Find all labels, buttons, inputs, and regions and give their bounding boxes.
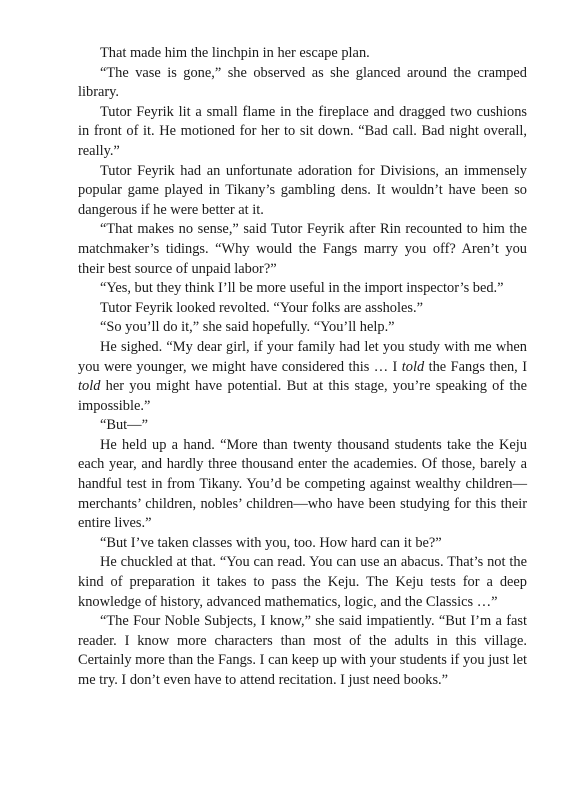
- paragraph: [78, 162, 527, 221]
- paragraph-text: her you might have potential. But at this stage, you’re speaking of the impossible.”: [78, 378, 527, 414]
- paragraph-text: He sighed. “My dear girl, if your family had let you study with me when you were younger, we might have considered this … I: [78, 338, 527, 375]
- paragraph-text: “Yes, but they think I’ll be more useful in the import inspector’s bed.”: [100, 280, 504, 297]
- paragraph: [78, 436, 527, 534]
- paragraph-text: Tutor Feyrik had an unfortunate adoration for Divisions, an immensely popular game played in Tikany’s gambling dens. It wouldn’t have been so dangerous if he were better at it.: [78, 162, 527, 218]
- paragraph: [78, 220, 527, 279]
- paragraph-text: “So you’ll do it,” she said hopefully. “You’ll help.”: [100, 319, 395, 336]
- paragraph-text: “But—”: [100, 417, 148, 434]
- paragraph: [78, 416, 527, 436]
- paragraph: [78, 318, 527, 338]
- paragraph: [78, 338, 527, 416]
- paragraph-text: “The Four Noble Subjects, I know,” she said impatiently. “But I’m a fast reader. I know more characters than most of the adults in this village. Certainly more than the Fangs. I can keep up with your students if you just let me try. I don’t even have to attend recitation. I just need books.”: [78, 613, 527, 688]
- emphasis-text: told: [401, 358, 425, 375]
- paragraph: [78, 534, 527, 554]
- paragraph: [78, 64, 527, 103]
- paragraph: [78, 103, 527, 162]
- paragraph-text: “That makes no sense,” said Tutor Feyrik after Rin recounted to him the matchmaker’s tidings. “Why would the Fangs marry you off? Aren’t you their best source of unpaid labor?”: [78, 221, 527, 277]
- paragraph-text: “The vase is gone,” she observed as she glanced around the cramped library.: [78, 64, 527, 101]
- paragraph-text: Tutor Feyrik lit a small flame in the fireplace and dragged two cushions in front of it. He motioned for her to sit down. “Bad call. Bad night overall, really.”: [78, 103, 527, 159]
- paragraph-text: He chuckled at that. “You can read. You can use an abacus. That’s not the kind of preparation it takes to pass the Keju. The Keju tests for a deep knowledge of history, advanced mathematics, logic, and the Classics …”: [78, 554, 527, 610]
- paragraph-text: “But I’ve taken classes with you, too. How hard can it be?”: [100, 534, 442, 551]
- paragraph-text: He held up a hand. “More than twenty thousand students take the Keju each year, and hardly three thousand enter the academies. Of those, barely a handful test in from Tikany. You’d be competing against wealthy children—merchants’ children, nobles’ children—who have been studying for this their entire lives.”: [78, 436, 527, 532]
- paragraph: [78, 612, 527, 690]
- paragraph: [78, 279, 527, 299]
- paragraph: [78, 299, 527, 319]
- paragraph-text: the Fangs then, I: [424, 358, 527, 375]
- paragraph-text: That made him the linchpin in her escape plan.: [100, 45, 370, 61]
- paragraph: [78, 553, 527, 612]
- emphasis-text: told: [78, 378, 101, 395]
- paragraph-text: Tutor Feyrik looked revolted. “Your folks are assholes.”: [100, 299, 423, 316]
- page-text: [78, 44, 527, 691]
- paragraph: [78, 44, 527, 64]
